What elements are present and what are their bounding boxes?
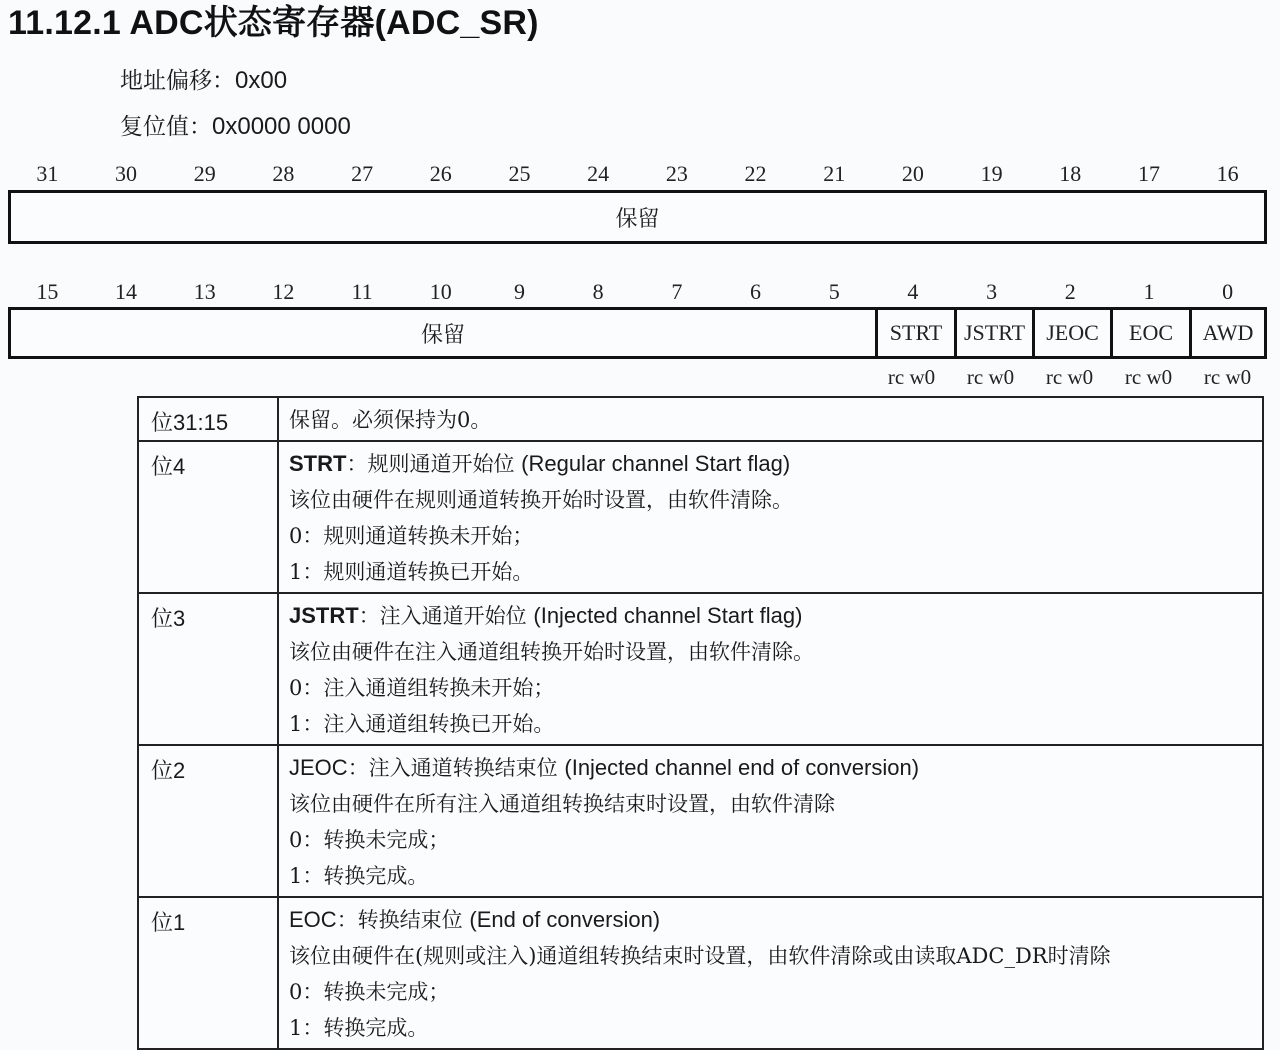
bit-number: 4	[907, 279, 919, 304]
field-name: JEOC	[289, 755, 348, 780]
description-line: 该位由硬件在规则通道转换开始时设置，由软件清除。	[289, 488, 793, 512]
description-line: 该位由硬件在所有注入通道组转换结束时设置，由软件清除	[289, 792, 835, 816]
table-row	[138, 745, 1263, 897]
upper-register-box	[8, 190, 1267, 244]
field-name: JSTRT	[289, 603, 359, 628]
field-strt: STRT	[875, 310, 954, 356]
description-line: 1：转换完成。	[289, 864, 429, 888]
reset-value	[120, 108, 351, 141]
bit-number: 11	[351, 279, 373, 304]
bit-description	[278, 593, 1263, 745]
bit-number: 0	[1222, 279, 1234, 304]
field-jstrt: JSTRT	[954, 310, 1032, 356]
bit-range: 位3	[138, 593, 278, 745]
bit-range: 位1	[138, 897, 278, 1049]
bit-number: 29	[193, 161, 216, 186]
description-line: 1：转换完成。	[289, 1016, 429, 1040]
bit-number: 10	[429, 279, 452, 304]
upper-reserved-field: 保留	[615, 206, 660, 232]
bit-number: 3	[986, 279, 998, 304]
bit-number: 14	[115, 279, 138, 304]
field-eoc: EOC	[1110, 310, 1189, 356]
description-line: 0：转换未完成；	[289, 828, 450, 852]
address-offset-value: 0x00	[235, 67, 288, 94]
bit-number: 24	[587, 161, 610, 186]
table-row	[138, 593, 1263, 745]
bit-number: 20	[901, 161, 924, 186]
table-row	[138, 897, 1263, 1049]
access-types	[872, 364, 1267, 390]
table-row	[138, 441, 1263, 593]
description-line: 该位由硬件在(规则或注入)通道组转换结束时设置，由软件清除或由读取ADC_DR时清除	[289, 944, 1111, 968]
bit-number: 1	[1143, 279, 1155, 304]
description-line: 该位由硬件在注入通道组转换开始时设置，由软件清除。	[289, 640, 814, 664]
lower-register-box	[8, 307, 1267, 359]
lower-bit-numbers	[8, 280, 1267, 304]
bit-number: 17	[1137, 161, 1160, 186]
bit-number: 25	[508, 161, 531, 186]
address-offset-label: 地址偏移：	[120, 68, 235, 94]
access-strt: rc w0	[887, 365, 936, 389]
bit-number: 2	[1064, 279, 1076, 304]
description-heading: JEOC：注入通道转换结束位 (Injected channel end of conversion)	[289, 755, 920, 780]
description-line: 1：注入通道组转换已开始。	[289, 712, 555, 736]
bit-number: 23	[665, 161, 688, 186]
field-name: STRT	[289, 451, 347, 476]
bit-number: 19	[980, 161, 1003, 186]
bit-range: 位31:15	[138, 397, 278, 441]
bit-range: 位2	[138, 745, 278, 897]
address-offset	[120, 62, 287, 95]
bit-number: 12	[272, 279, 295, 304]
bit-number: 27	[351, 161, 374, 186]
bit-number: 15	[36, 279, 59, 304]
bit-number: 16	[1216, 161, 1239, 186]
description-line: 0：转换未完成；	[289, 980, 450, 1004]
bit-number: 13	[193, 279, 216, 304]
bit-number: 26	[429, 161, 452, 186]
description-heading: STRT：规则通道开始位 (Regular channel Start flag)	[289, 451, 791, 476]
lower-reserved-field: 保留	[420, 322, 465, 348]
bit-number: 8	[592, 279, 604, 304]
access-jstrt: rc w0	[966, 365, 1015, 389]
bit-number: 6	[750, 279, 762, 304]
bit-description	[278, 441, 1263, 593]
bit-range: 位4	[138, 441, 278, 593]
bit-number: 18	[1059, 161, 1082, 186]
access-eoc: rc w0	[1124, 365, 1173, 389]
description-line: 0：规则通道转换未开始；	[289, 524, 534, 548]
description-line: 0：注入通道组转换未开始；	[289, 676, 555, 700]
description-heading: JSTRT：注入通道开始位 (Injected channel Start flag)	[289, 603, 803, 628]
reset-value-value: 0x0000 0000	[212, 113, 351, 140]
bit-number: 30	[115, 161, 138, 186]
description-line: 1：规则通道转换已开始。	[289, 560, 534, 584]
bit-number: 21	[823, 161, 846, 186]
bit-description-table	[137, 396, 1264, 1050]
bit-number: 7	[671, 279, 683, 304]
bit-description	[278, 397, 1263, 441]
description-heading: EOC：转换结束位 (End of conversion)	[289, 907, 661, 932]
description-line: 保留。必须保持为0。	[289, 408, 492, 432]
bit-description	[278, 897, 1263, 1049]
bit-description	[278, 745, 1263, 897]
access-awd: rc w0	[1203, 365, 1252, 389]
field-jeoc: JEOC	[1032, 310, 1110, 356]
upper-bit-numbers	[8, 162, 1267, 186]
reset-value-label: 复位值：	[120, 114, 212, 140]
access-jeoc: rc w0	[1045, 365, 1094, 389]
bit-number: 22	[744, 161, 767, 186]
bit-number: 5	[828, 279, 840, 304]
section-title: 11.12.1 ADC状态寄存器(ADC_SR)	[8, 4, 539, 42]
bit-number: 9	[513, 279, 525, 304]
field-awd: AWD	[1189, 310, 1264, 356]
field-name: EOC	[289, 907, 337, 932]
bit-number: 31	[36, 161, 59, 186]
table-row	[138, 397, 1263, 441]
bit-number: 28	[272, 161, 295, 186]
